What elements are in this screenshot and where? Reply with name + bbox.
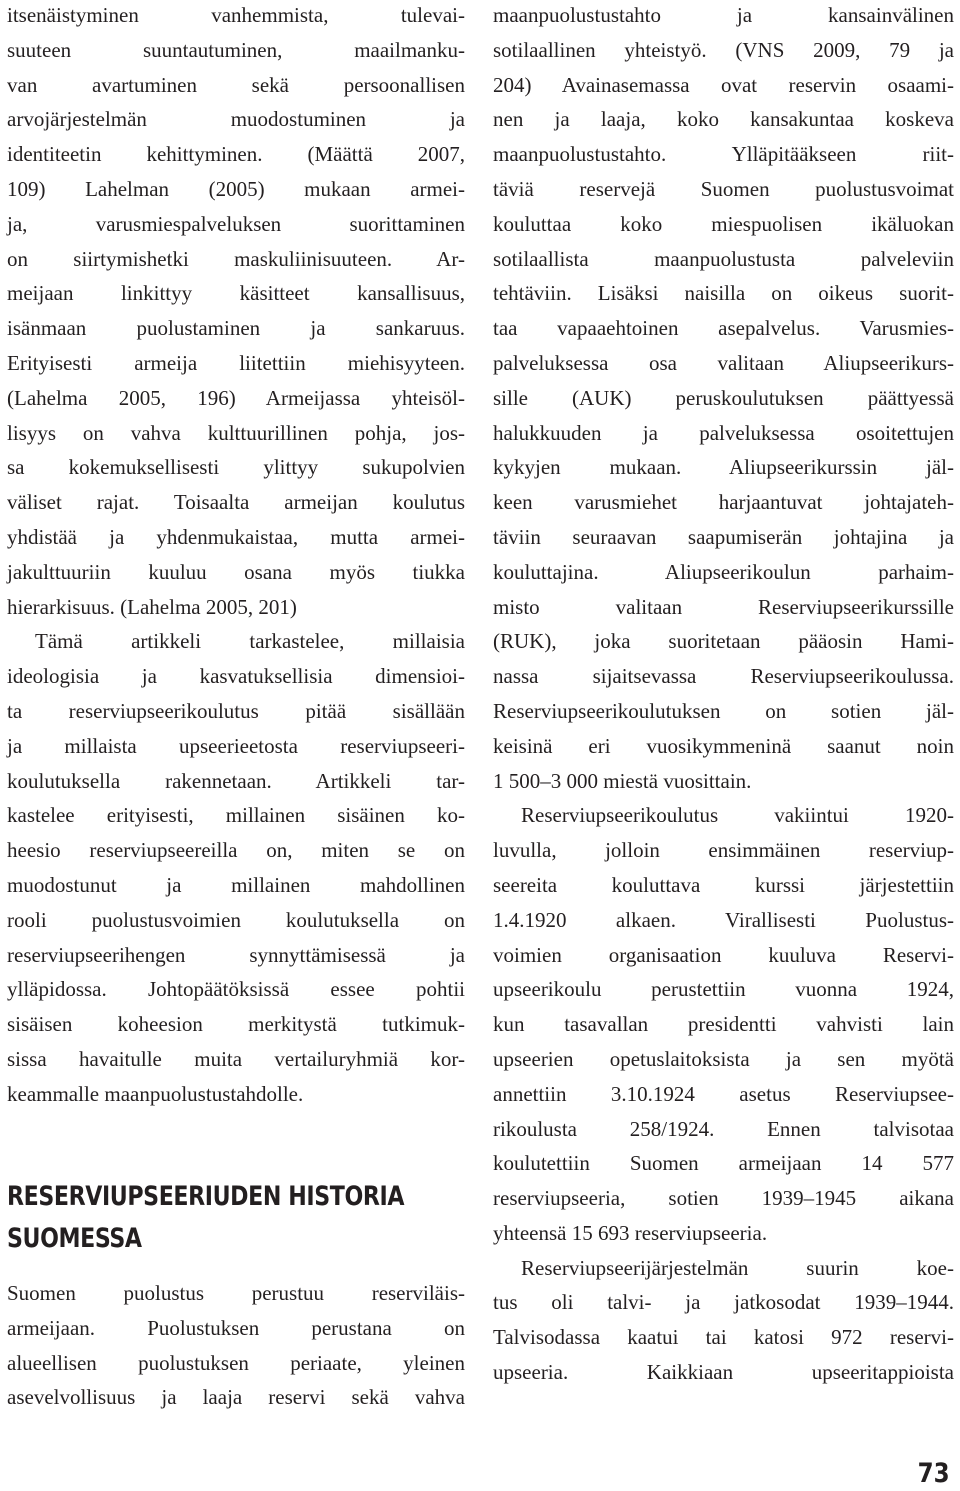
- text-line: upseeria. Kaikkiaan upseeritappioista: [493, 1360, 954, 1385]
- text-line: kastelee erityisesti, millainen sisäinen ko-: [7, 803, 465, 828]
- text-line: seereita kouluttava kurssi järjestettiin: [493, 872, 954, 897]
- text-line: isänmaan puolustaminen ja sankaruus.: [7, 316, 465, 341]
- text-line: (Lahelma 2005, 196) Armeijassa yhteisöl-: [7, 385, 465, 410]
- text-line: itsenäistyminen vanhemmista, tulevai-: [7, 3, 465, 27]
- text-line: kykyjen mukaan. Aliupseerikurssin jäl-: [493, 455, 954, 480]
- text-line: väliset rajat. Toisaalta armeijan koulutus: [7, 490, 465, 515]
- text-line: nen ja laaja, koko kansakuntaa koskeva: [493, 107, 954, 132]
- paragraph-2: [7, 624, 465, 1111]
- text-line: reserviupseerihengen synnyttämisessä ja: [7, 942, 465, 967]
- text-line: taa vapaaehtoinen asepalvelus. Varusmies-: [493, 316, 954, 341]
- text-line: palveluksessa osa valitaan Aliupseerikurs-: [493, 350, 954, 375]
- paragraph-3: [493, 1251, 954, 1390]
- text-line: Talvisodassa kaatui tai katosi 972 reservi-: [493, 1325, 954, 1350]
- text-line: sotilaallista maanpuolustusta palveleviin: [493, 246, 954, 271]
- paragraph-1: [7, 0, 465, 624]
- text-line: kouluttajina. Aliupseerikoulun parhaim-: [493, 559, 954, 584]
- text-line: ja millaista upseerieetosta reserviupseeri-: [7, 733, 465, 758]
- text-line: ideologisia ja kasvatuksellisia dimensioi-: [7, 664, 465, 689]
- text-line: muodostunut ja millainen mahdollinen: [7, 872, 465, 897]
- right-column: [493, 0, 954, 1390]
- text-line: rikoulusta 258/1924. Ennen talvisotaa: [493, 1116, 954, 1141]
- text-line: upseerikoulu perustettiin vuonna 1924,: [493, 977, 954, 1002]
- text-line: tus oli talvi- ja jatkosodat 1939–1944.: [493, 1290, 954, 1315]
- text-line: ja, varusmiespalveluksen suorittaminen: [7, 211, 465, 236]
- text-line: Tämä artikkeli tarkastelee, millaisia: [35, 629, 465, 654]
- section-heading-line-2: SUOMESSA: [7, 1223, 142, 1254]
- text-line: van avartuminen sekä persoonallisen: [7, 72, 465, 97]
- text-line: upseerien opetuslaitoksista ja sen myötä: [493, 1046, 954, 1071]
- text-line: reserviupseeria, sotien 1939–1945 aikana: [493, 1186, 954, 1211]
- text-line: ta reserviupseerikoulutus pitää sisällään: [7, 698, 465, 723]
- text-line: kouluttaa koko miespuolisen ikäluokan: [493, 211, 954, 236]
- text-line: koulutettiin Suomen armeijaan 14 577: [493, 1151, 954, 1176]
- text-line: täviä reservejä Suomen puolustusvoimat: [493, 176, 954, 201]
- text-line: sotilaallinen yhteistyö. (VNS 2009, 79 ja: [493, 37, 954, 62]
- text-line: täviin seuraavan saapumiserän johtajina ja: [493, 524, 954, 549]
- page-number: 73: [918, 1458, 950, 1489]
- text-line: yhteensä 15 693 reserviupseeria.: [493, 1220, 768, 1245]
- text-line: 1 500–3 000 miestä vuosittain.: [493, 768, 752, 793]
- left-column-continued: [7, 1276, 465, 1415]
- text-line: heesio reserviupseereilla on, miten se on: [7, 838, 465, 863]
- text-line: keen varusmiehet harjaantuvat johtajateh-: [493, 490, 954, 515]
- text-line: 204) Avainasemassa ovat reservin osaami-: [493, 72, 954, 97]
- text-line: kun tasavallan presidentti vahvisti lain: [493, 1012, 954, 1037]
- text-line: maanpuolustustahto ja kansainvälinen: [493, 3, 954, 27]
- text-line: 109) Lahelman (2005) mukaan armei-: [7, 176, 465, 201]
- text-line: luvulla, jolloin ensimmäinen reserviup-: [493, 838, 954, 863]
- text-line: sisäisen koheesion merkitystä tutkimuk-: [7, 1012, 465, 1037]
- left-column: [7, 0, 465, 1112]
- text-line: Reserviupseerijärjestelmän suurin koe-: [521, 1255, 954, 1280]
- text-line: rooli puolustusvoimien koulutuksella on: [7, 907, 465, 932]
- text-line: identiteetin kehittyminen. (Määttä 2007,: [7, 142, 465, 167]
- text-line: koulutuksella rakennetaan. Artikkeli tar-: [7, 768, 465, 793]
- text-line: Reserviupseerikoulutuksen on sotien jäl-: [493, 698, 954, 723]
- text-line: armeijaan. Puolustuksen perustana on: [7, 1315, 465, 1340]
- text-line: sa kokemuksellisesti ylittyy sukupolvien: [7, 455, 465, 480]
- text-line: ylläpidossa. Johtopäätöksissä essee pohtii: [7, 977, 465, 1002]
- text-line: alueellisen puolustuksen periaate, yleinen: [7, 1350, 465, 1375]
- text-line: halukkuuden ja palveluksessa osoitettujen: [493, 420, 954, 445]
- text-line: 1.4.1920 alkaen. Virallisesti Puolustus-: [493, 907, 954, 932]
- text-line: misto valitaan Reserviupseerikurssille: [493, 594, 954, 619]
- text-line: on siirtymishetki maskuliinisuuteen. Ar-: [7, 246, 465, 271]
- text-line: nassa sijaitsevassa Reserviupseerikoulussa.: [493, 664, 954, 689]
- paragraph-1: [493, 0, 954, 798]
- text-line: arvojärjestelmän muodostuminen ja: [7, 107, 465, 132]
- text-line: maanpuolustustahto. Ylläpitääkseen riit-: [493, 142, 954, 167]
- text-line: suuteen suuntautuminen, maailmanku-: [7, 37, 465, 62]
- text-line: Erityisesti armeija liitettiin miehisyyteen.: [7, 350, 465, 375]
- text-line: tehtäviin. Lisäksi naisilla on oikeus suorit-: [493, 281, 954, 306]
- text-line: sissa havaitulle muita vertailuryhmiä kor-: [7, 1046, 465, 1071]
- text-line: sille (AUK) peruskoulutuksen päättyessä: [493, 385, 954, 410]
- text-line: Suomen puolustus perustuu reserviläis-: [7, 1281, 465, 1305]
- text-line: meijaan linkittyy käsitteet kansallisuus,: [7, 281, 465, 306]
- text-line: (RUK), joka suoritetaan pääosin Hami-: [493, 629, 954, 654]
- paragraph-3: [7, 1276, 465, 1415]
- text-line: jakulttuuriin kuuluu osana myös tiukka: [7, 559, 465, 584]
- text-line: asevelvollisuus ja laaja reservi sekä vahva: [7, 1385, 465, 1410]
- text-line: hierarkisuus. (Lahelma 2005, 201): [7, 594, 297, 619]
- section-heading: [7, 1176, 405, 1260]
- text-line: keisinä eri vuosikymmeninä saanut noin: [493, 733, 954, 758]
- text-line: annettiin 3.10.1924 asetus Reserviupsee-: [493, 1081, 954, 1106]
- text-line: keammalle maanpuolustustahdolle.: [7, 1081, 304, 1106]
- section-heading-line-1: RESERVIUPSEERIUDEN HISTORIA: [7, 1181, 405, 1212]
- text-line: voimien organisaation kuuluva Reservi-: [493, 942, 954, 967]
- text-line: Reserviupseerikoulutus vakiintui 1920-: [521, 803, 954, 828]
- text-line: lisyys on vahva kulttuurillinen pohja, jos-: [7, 420, 465, 445]
- paragraph-2: [493, 798, 954, 1250]
- text-line: yhdistää ja yhdenmukaistaa, mutta armei-: [7, 524, 465, 549]
